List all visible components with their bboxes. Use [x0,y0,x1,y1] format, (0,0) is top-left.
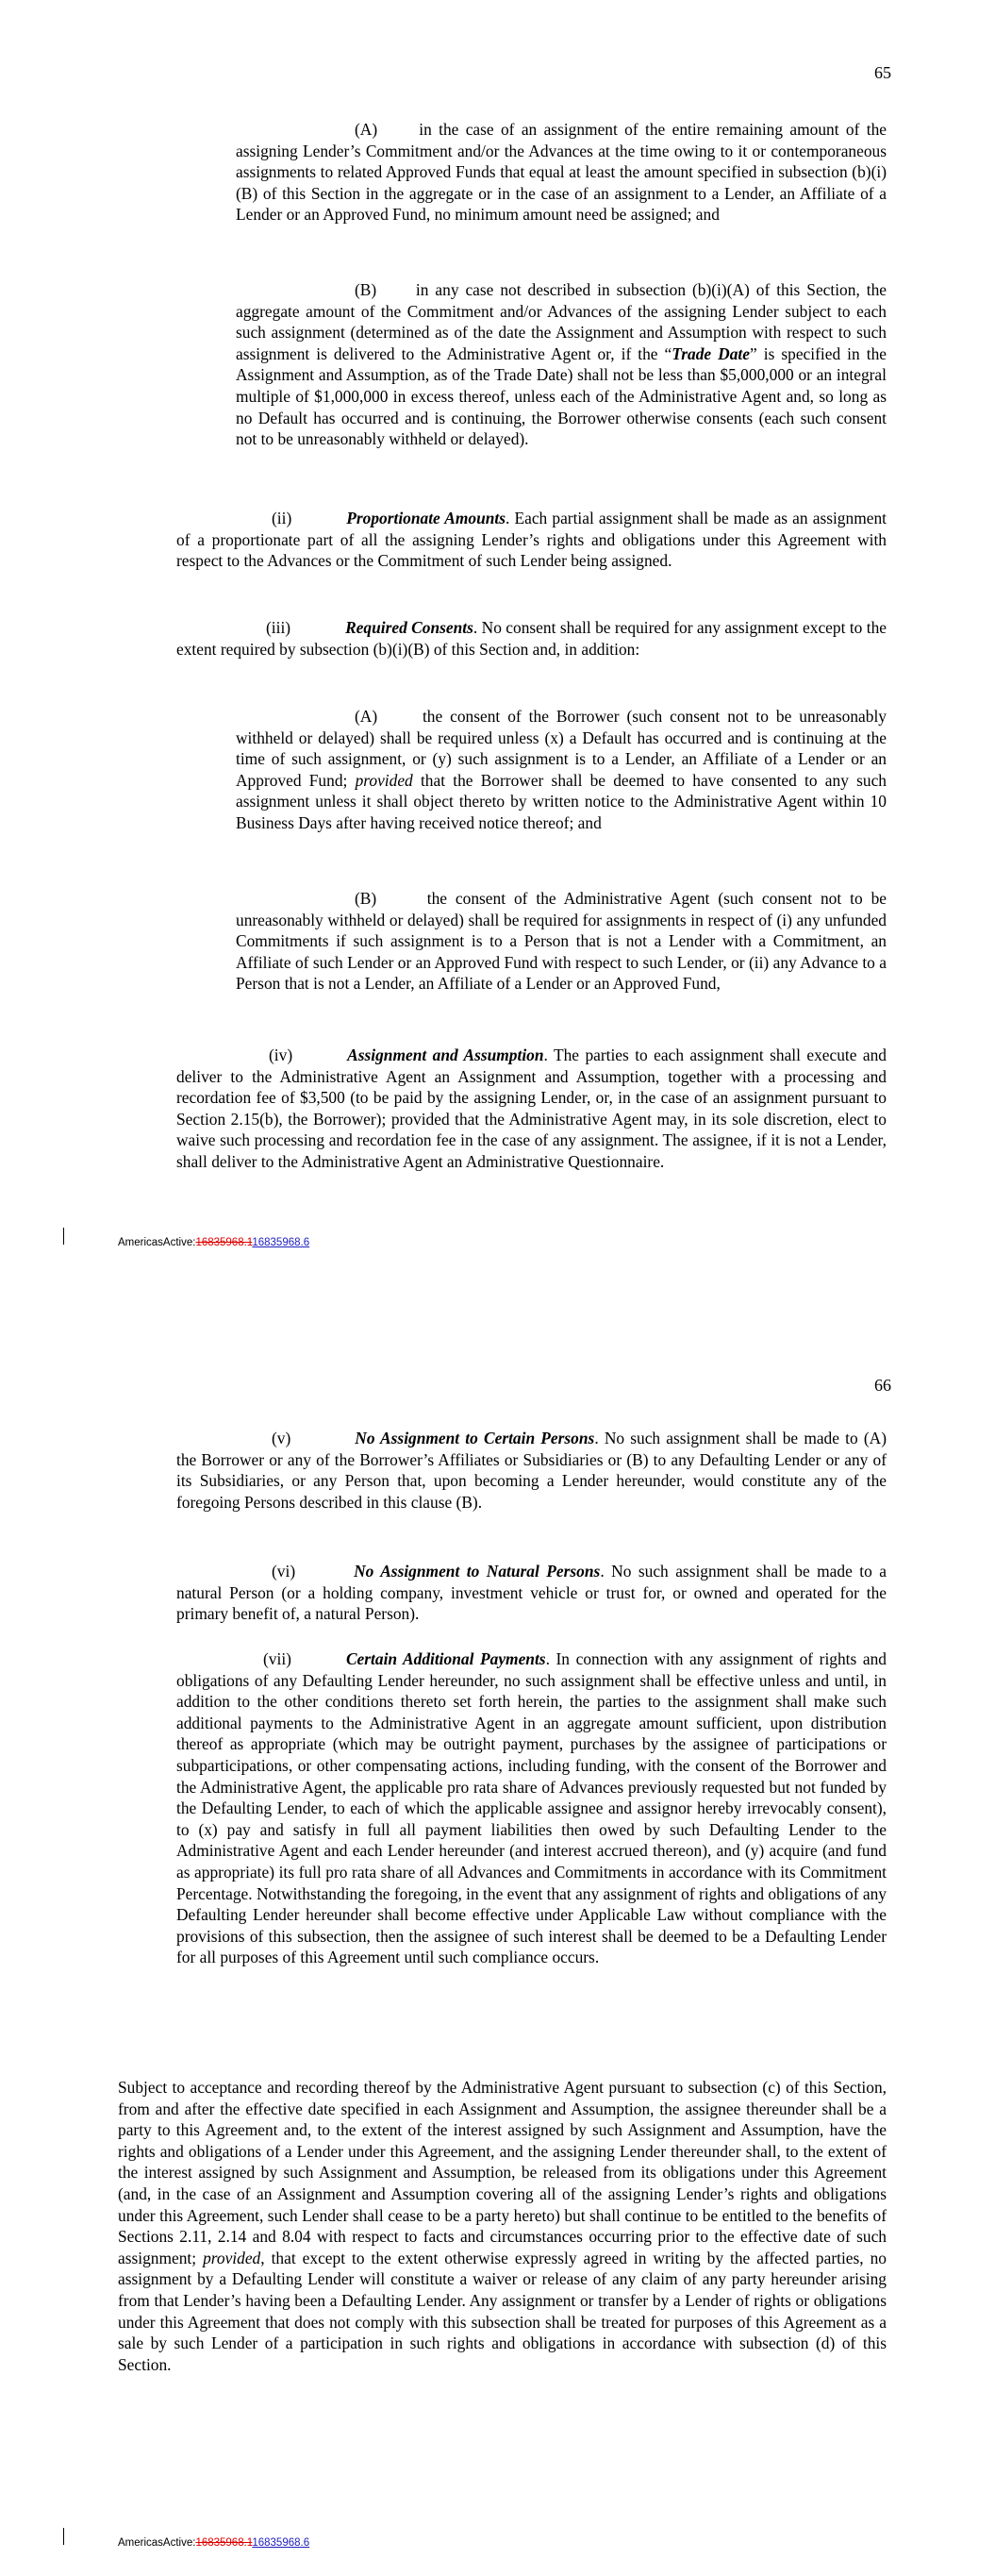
page-number: 66 [874,1376,891,1395]
paragraph-text-cont: , that except to the extent otherwise expressly agreed in writing by the affected parties, no assignment by a Defaulting Lender will constitute a waiver or release of any claim of any party hereunder arising from that Lender’s having been a Defaulting Lender. Any assignment or transfer by a Lender of rights or obligations under this Agreement that does not comply with this subsection shall be treated for purposes of this Agreement as a sale by such Lender of a participation in such rights and obligations in accordance with subsection (d) of this Section. [118,2248,887,2374]
clause-iii-A [236,706,887,834]
clause-label: (vi) [272,1562,296,1581]
footer-inserted-id: 16835968.6 [252,2537,310,2549]
italic-term: provided [203,2248,261,2267]
clause-text: . Each partial assignment shall be made as an assignment of a proportionate part of all the assigning Lender’s rights and obligations under this Agreement with respect to the Advances or the Commitment of such Lender being assigned. [176,509,887,571]
clause-heading: Assignment and Assumption [347,1045,544,1064]
page-number: 65 [874,63,891,82]
closing-paragraph [118,2077,887,2375]
clause-text: in any case not described in subsection (b)(i)(A) of this Section, the aggregate amount of the Commitment and/or Advances of the assigning Lender subject to each such assignment (determined as of the date the Assignment and Assumption with respect to such assignment is delivered to the Administrative Agent or, if the “ [236,280,887,363]
clause-heading: Certain Additional Payments [345,1649,546,1668]
footer-deleted-id: 16835968.1 [195,2537,253,2549]
clause-iii-B [236,888,887,995]
clause-label: (B) [355,280,377,299]
clause-heading: Required Consents [345,618,473,637]
clause-text: in the case of an assignment of the entire remaining amount of the assigning Lender’s Commitment and/or the Advances at the time owing to it or contemporaneous assignments to related Approved Funds that equal at least the amount specified in subsection (b)(i)(B) of this Section in the aggregate or in the case of an assignment to a Lender, an Affiliate of a Lender or an Approved Fund, no minimum amount need be assigned; and [236,120,887,225]
clause-heading: No Assignment to Natural Persons [354,1562,601,1581]
clause-text-cont: ” is specified in the Assignment and Assumption, as of the Trade Date) shall not be less than $5,000,000 or an integral multiple of $1,000,000 in excess thereof, unless each of the Administrative Agent and, so long as no Default has occurred and is continuing, the Borrower otherwise consents (each such consent not to be unreasonably withheld or delayed). [236,343,887,449]
clause-text: . No consent shall be required for any assignment except to the extent required by subsection (b)(i)(B) of this Section and, in addition: [176,618,887,659]
clause-vi [176,1561,887,1625]
footer [118,1232,309,1254]
clause-text: . The parties to each assignment shall execute and deliver to the Administrative Agent an Assignment and Assumption, together with a processing and recordation fee of $3,500 (to be paid by the assigning Lender, or, in the case of an assignment pursuant to Section 2.15(b), the Borrower); provided that the Administrative Agent may, in its sole discretion, elect to waive such processing and recordation fee in the case of any assignment. The assignee, if it is not a Lender, shall deliver to the Administrative Agent an Administrative Questionnaire. [176,1045,887,1171]
footer-prefix: AmericasActive: [118,2537,196,2549]
footer-deleted-id: 16835968.1 [195,1237,253,1248]
clause-b-i-A [236,119,887,226]
change-bar [63,1228,64,1245]
clause-label: (A) [355,120,378,139]
clause-text-cont: that the Borrower shall be deemed to have consented to any such assignment unless it shall object thereto by written notice to the Administrative Agent within 10 Business Days after having received notice thereof; and [236,770,887,832]
clause-label: (iv) [269,1045,293,1064]
clause-vii [176,1648,887,1968]
footer-inserted-id: 16835968.6 [252,1237,310,1248]
clause-text: . No such assignment shall be made to a natural Person (or a holding company, investment vehicle or trust for, or owned and operated for the primary benefit of, a natural Person). [176,1562,887,1624]
clause-ii [176,508,887,572]
clause-text: . In connection with any assignment of rights and obligations of any Defaulting Lender hereunder, no such assignment shall be effective unless and until, in addition to the other conditions thereto set forth herein, the parties to the assignment shall make such additional payments to the Administrative Agent in an aggregate amount sufficient, upon distribution thereof as appropriate (which may be outright payment, purchases by the assignee of participations or subparticipations, or other compensating actions, including funding, with the consent of the Borrower and the Administrative Agent, the applicable pro rata share of Advances previously requested but not funded by the Defaulting Lender, to each of which the applicable assignee and assignor hereby irrevocably consent), to (x) pay and satisfy in full all payment liabilities then owed by such Defaulting Lender to the Administrative Agent and each Lender hereunder (and interest accrued thereon), and (y) acquire (and fund as appropriate) its full pro rata share of all Advances and Commitments in accordance with its Commitment Percentage. Notwithstanding the foregoing, in the event that any assignment of rights and obligations of any Defaulting Lender hereunder shall become effective under Applicable Law without compliance with the provisions of this subsection, then the assignee of such interest shall be deemed to be a Defaulting Lender for all purposes of this Agreement until such compliance occurs. [176,1649,887,1967]
clause-label: (B) [355,889,377,908]
clause-b-i-B [236,279,887,450]
clause-text: the consent of the Administrative Agent (such consent not to be unreasonably withheld or delayed) shall be required for assignments in respect of (i) any unfunded Commitments if such assignment is to a Person that is not a Lender with a Commitment, an Affiliate of such Lender or an Approved Fund with respect to such Lender, or (ii) any Advance to a Person that is not a Lender, an Affiliate of a Lender or an Approved Fund, [236,889,887,994]
clause-iii [176,617,887,660]
footer-prefix: AmericasActive: [118,1237,196,1248]
footer [118,2533,309,2554]
clause-v [176,1428,887,1513]
clause-label: (v) [272,1429,291,1447]
paragraph-text: Subject to acceptance and recording thereof by the Administrative Agent pursuant to subsection (c) of this Section, from and after the effective date specified in each Assignment and Assumption, the assignee thereunder shall be a party to this Agreement and, to the extent of the interest assigned by such Assignment and Assumption, have the rights and obligations of a Lender under this Agreement, and the assigning Lender thereunder shall, to the extent of the interest assigned by such Assignment and Assumption, be released from its obligations under this Agreement (and, in the case of an Assignment and Assumption covering all of the assigning Lender’s rights and obligations under this Agreement, such Lender shall cease to be a party hereto) but shall continue to be entitled to the benefits of Sections 2.11, 2.14 and 8.04 with respect to facts and circumstances occurring prior to the effective date of such assignment; [118,2078,887,2267]
clause-label: (ii) [272,509,292,527]
clause-label: (vii) [263,1649,291,1668]
clause-iv [176,1045,887,1173]
clause-heading: Proportionate Amounts [346,509,506,527]
defined-term: Trade Date [672,343,750,363]
clause-text: the consent of the Borrower (such consent not to be unreasonably withheld or delayed) shall be required unless (x) a Default has occurred and is continuing at the time of such assignment, or (y) such assignment is to a Lender, an Affiliate of a Lender or an Approved Fund; [236,707,887,790]
clause-text: . No such assignment shall be made to (A) the Borrower or any of the Borrower’s Affiliates or Subsidiaries or (B) to any Defaulting Lender or any of its Subsidiaries, or any Person that, upon becoming a Lender hereunder, would constitute any of the foregoing Persons described in this clause (B). [176,1429,887,1512]
clause-heading: No Assignment to Certain Persons [355,1429,595,1447]
clause-label: (iii) [266,618,291,637]
clause-label: (A) [355,707,378,726]
change-bar [63,2528,64,2545]
italic-term: provided [355,770,413,790]
